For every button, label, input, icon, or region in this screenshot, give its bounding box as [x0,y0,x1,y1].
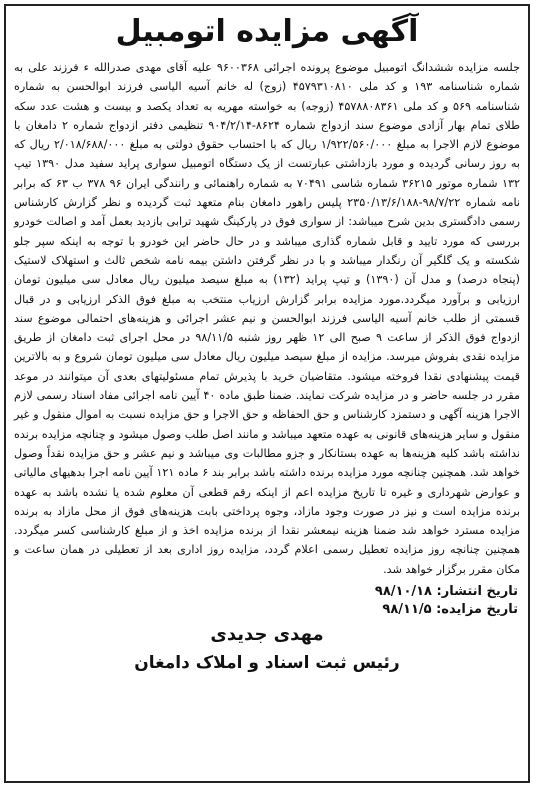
notice-body: جلسه مزایده ششدانگ اتومبیل موضوع پرونده اجرائی ۹۶۰۰۳۶۸ علیه آقای مهدی صدرالله ء فرزند علی به شماره شناسنامه ۱۹۳ و کد ملی ۴۵۷۹۳۱۰۸۱۰ (زوج) له خانم آسیه الیاسی فرزند ابوالحسن به شماره شناسنامه ۵۶۹ و کد ملی ۴۵۷۸۸۰۸۳۶۱ (زوجه) به خواسته مهریه به تعداد یکصد و بیست و هشت عدد سکه طلای تمام بهار آزادی موضوع سند ازدواج شماره ۸۶۲۴-۹۰۴/۲/۱۴ تنظیمی دفتر ازدواج شماره ۲ دامغان با موضوع لازم الاجرا به مبلغ ۱/۹۲۲/۵۶۰/۰۰۰ ریال که با احتساب حقوق دولتی به مبلغ ۲/۰۱۸/۶۸۸/۰۰۰ ریال که به روز رسانی گردیده و مورد بازداشتی عبارتست از یک دستگاه اتومبیل سواری پراید سفید مدل ۱۳۹۰ تیپ ۱۳۲ شماره موتور ۳۶۲۱۵ شماره شاسی ۷۰۴۹۱ به شماره راهنمائی و رانندگی ایران ۹۶ ۳۷۸ ب ۶۳ که برابر نامه شماره ۹۸/۷/۲۲-۲۳۵۰/۱۳/۶/۱۸۸ پلیس راهور دامغان بنام متعهد ثبت گردیده و نظر گزارش کارشناس رسمی دادگستری بدین شرح میباشد: از سواری فوق در پارکینگ شهید ترابی بازدید بعمل آمد و اصالت خودرو بررسی که مورد تایید و قابل شماره گذاری میباشد و در حال حاضر این خودرو با توجه به اینکه سپر جلو شکسته و یک گلگیر آن رنگدار میباشد و با در نظر گرفتن داشتن بیمه نامه شخص ثالث و استهلاک لاستیک (پنجاه درصد) و مدل آن (۱۳۹۰) و تیپ پراید (۱۳۲) به مبلغ سیصد میلیون ریال معادل سی میلیون تومان ارزیابی و برآورد میگردد.مورد مزایده برابر گزارش ارزیاب منتخب به مبلغ فوق الذکر ارزیابی و در قبال قسمتی از طلب خانم آسیه الیاسی فرزند ابوالحسن و نیم عشر اجرائی و هزینه‌های احتمالی موضوع سند ازدواج فوق الذکر از ساعت ۹ صبح الی ۱۲ ظهر روز شنبه ۹۸/۱۱/۵ در محل اجرای ثبت دامغان از طریق مزایده نقدی بفروش میرسد. مزایده از مبلغ سیصد میلیون ریال معادل سی میلیون تومان شروع و به بالاترین قیمت پیشنهادی نقدا فروخته میشود. متقاضیان خرید با پذیرش تمام مسئولیتهای بعدی آن میتوانند در موعد مقرر در جلسه حاضر و در مزایده شرکت نمایند. ضمنا طبق ماده ۴۰ آیین نامه اجرائی مفاد اسناد رسمی لازم الاجرا هزینه آگهی و دستمزد کارشناس و حق الحفاظه و حق الاجرا و حق مزایده نسبت به اموال منقول و غیر منقول و سایر هزینه‌های قانونی به عهده متعهد میباشد و مانند اصل طلب وصول میشود و چنانچه مزایده برنده نداشته باشد کلیه هزینه‌ها به عهده بستانکار و جزو مطالبات وی میباشد و نیم عشر و حق مزایده نقداً وصول خواهد شد. همچنین چنانچه مورد مزایده برنده داشته باشد برابر بند ۶ ماده ۱۲۱ آیین نامه اجرا بدهیهای مالیاتی و عوارض شهرداری و غیره تا تاریخ مزایده اعم از اینکه رقم قطعی آن معلوم شده یا نشده باشد به عهده برنده مزایده است و نیز در صورت وجود مازاد، وجوه پرداختی بابت هزینه‌های فوق از محل مازاد به برنده مزایده مسترد خواهد شد ضمنا هزینه نیمعشر نقدا از برنده مزایده اخذ و از مبلغ کارشناسی کسر میگردد. همچنین چنانچه روز مزایده تعطیل رسمی اعلام گردد، مزایده روز اداری بعد از تعطیلی در همان ساعت و مکان مقرر برگزار خواهد شد. [14,61,521,576]
signatory-name: مهدی جدیدی [210,624,324,646]
publish-date-row [12,583,518,601]
notice-content [12,10,522,777]
signatory-title: رئیس ثبت اسناد و املاک دامغان [134,653,400,674]
auction-date-row [12,601,518,619]
publish-date-value: ۹۸/۱۰/۱۸ [374,584,432,600]
signature-block [12,621,522,677]
publish-date-label: تاریخ انتشار: [436,584,518,600]
notice-title: آگهی مزایده اتومبیل [115,14,419,49]
dates-block [12,583,518,619]
notice-frame [4,4,530,783]
auction-date-label: تاریخ مزایده: [436,602,518,618]
auction-date-value: ۹۸/۱۱/۵ [382,602,432,618]
